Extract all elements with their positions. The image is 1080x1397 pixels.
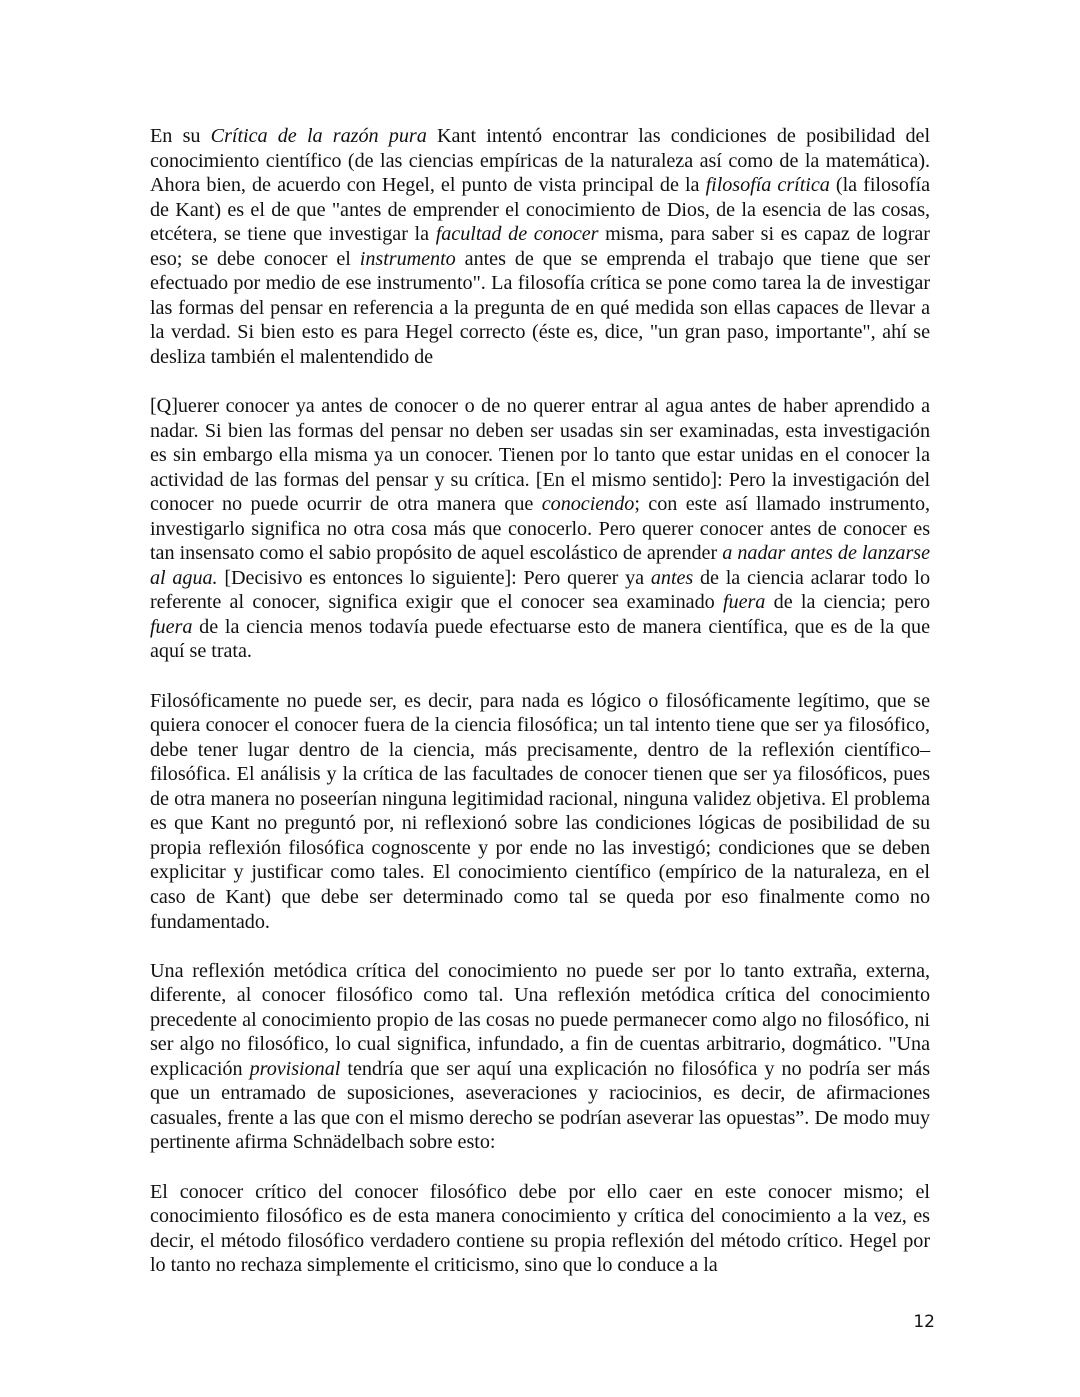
text-segment: ; con este así llamado instrumento, investigarlo significa no otra cosa más que conocerlo. Pero querer conocer antes de conocer es tan insensato como el sabio propósito de aquel escolástico de aprender	[150, 493, 930, 565]
text-segment: misma, para saber si es capaz de lograr eso; se debe conocer el	[150, 223, 930, 270]
italic-term: antes	[650, 566, 694, 589]
text-segment: En su	[150, 125, 211, 147]
text-segment: de la ciencia menos todavía puede efectuarse esto de manera científica, que es de la que aquí se trata.	[150, 615, 930, 663]
page-number: 12	[913, 1312, 935, 1332]
paragraph-methodical-reflection	[150, 959, 930, 1155]
italic-term: filosofía crítica	[705, 174, 830, 197]
italic-term: facultad de conocer	[435, 223, 599, 246]
block-quote-schnadelbach	[150, 1180, 930, 1278]
text-segment: Kant intentó encontrar las condiciones de posibilidad del conocimiento científico (de las ciencias empíricas de la naturaleza así como de la matemática). Ahora bien, de acuerdo con Hegel, el punto de vista principal de la	[150, 125, 931, 197]
text-segment: de la ciencia; pero	[765, 591, 930, 614]
italic-term: fuera	[150, 615, 193, 638]
document-page	[150, 124, 930, 1302]
italic-term: provisional	[249, 1057, 341, 1080]
text-segment: [Q]uerer conocer ya antes de conocer o de no querer entrar al agua antes de haber aprendido a nadar. Si bien las formas del pensar no deben ser usadas sin ser examinadas, esta investigación es sin embargo ella misma ya un conocer. Tienen por lo tanto que estar unidas en el conocer la actividad de las formas del pensar y su crítica. [En el mismo sentido]: Pero la investigación del conocer no puede ocurrir de otra manera que	[150, 395, 930, 516]
text-segment: antes de que se emprenda el trabajo que tiene que ser efectuado por medio de ese instrumento". La filosofía crítica se pone como tarea la de investigar las formas del pensar en referencia a la pregunta de en qué medida son ellas capaces de llevar a la verdad. Si bien esto es para Hegel correcto (éste es, dice, "un gran paso, importante", ahí se desliza también el malentendido de	[150, 247, 930, 368]
text-segment: (la filosofía de Kant) es el de que "antes de emprender el conocimiento de Dios, de la esencia de las cosas, etcétera, se tiene que investigar la	[150, 174, 930, 246]
text-segment: El conocer crítico del conocer filosófico debe por ello caer en este conocer mismo; el conocimiento filosófico es de esta manera conocimiento y crítica del conocimiento a la vez, es decir, el método filosófico verdadero contiene su propia reflexión del método crítico. Hegel por lo tanto no rechaza simplemente el criticismo, sino que lo conduce a la	[150, 1180, 930, 1277]
italic-title: Crítica de la razón pura	[210, 125, 427, 147]
italic-term: instrumento	[359, 247, 456, 270]
text-segment: tendría que ser aquí una explicación no filosófica y no podría ser más que un entramado de suposiciones, aseveraciones y raciocinios, es decir, de afirmaciones casuales, frente a las que con el mismo derecho se podrían aseverar las opuestas”. De modo muy pertinente afirma Schnädelbach sobre esto:	[150, 1057, 930, 1154]
italic-term: conociendo	[541, 493, 635, 516]
paragraph-kant-critique	[150, 124, 930, 369]
paragraph-philosophical-legitimacy	[150, 689, 930, 934]
text-segment: [Decisivo es entonces lo siguiente]: Pero querer ya	[217, 566, 651, 589]
text-segment: Una reflexión metódica crítica del conocimiento no puede ser por lo tanto extraña, externa, diferente, al conocer filosófico como tal. Una reflexión metódica crítica del conocimiento precedente al conocimiento propio de las cosas no puede permanecer como algo no filosófico, ni ser algo no filosófico, lo cual significa, infundado, a fin de cuentas arbitrario, dogmático. "Una explicación	[150, 959, 930, 1080]
italic-term: fuera	[722, 591, 766, 614]
italic-term: a nadar antes de lanzarse al agua.	[150, 542, 930, 589]
block-quote-hegel	[150, 394, 930, 664]
text-segment: de la ciencia aclarar todo lo referente al conocer, significa exigir que el conocer sea examinado	[150, 566, 930, 614]
text-segment: Filosóficamente no puede ser, es decir, para nada es lógico o filosóficamente legítimo, que se quiera conocer el conocer fuera de la ciencia filosófica; un tal intento tiene que ser ya filosófico, debe tener lugar dentro de la ciencia, más precisamente, dentro de la reflexión científico–filosófica. El análisis y la crítica de las facultades de conocer tienen que ser ya filosóficos, pues de otra manera no poseerían ninguna legitimidad racional, ninguna validez objetiva. El problema es que Kant no preguntó por, ni reflexionó sobre las condiciones lógicas de posibilidad de su propia reflexión filosófica cognoscente y por ende no las investigó; condiciones que se deben explicitar y justificar como tales. El conocimiento científico (empírico de la naturaleza, en el caso de Kant) que debe ser determinado como tal se queda por eso finalmente como no fundamentado.	[150, 689, 930, 933]
